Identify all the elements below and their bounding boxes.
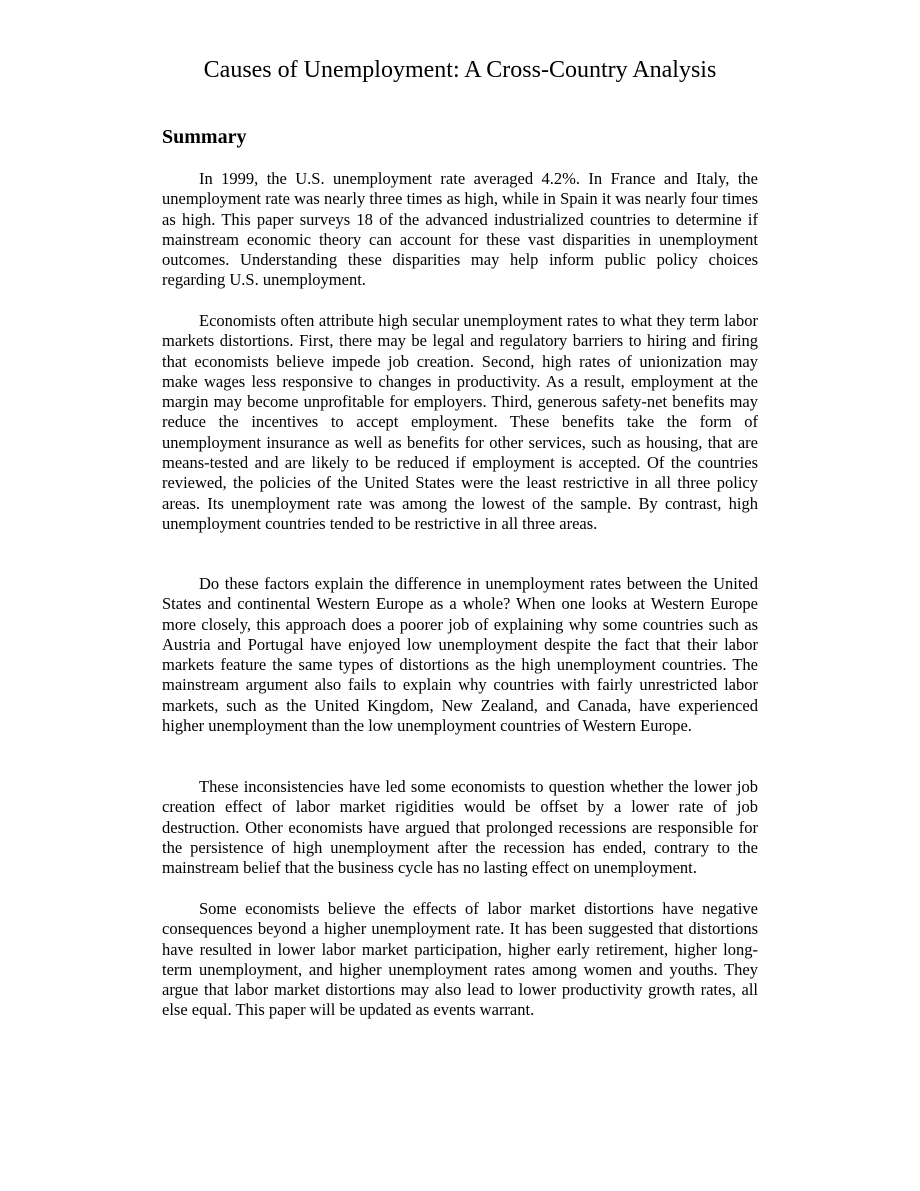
section-heading-summary: Summary bbox=[162, 126, 247, 148]
summary-paragraph-4: These inconsistencies have led some economists to question whether the lower job creation effect of labor market rigidities would be offset by a lower rate of job destruction. Other economists have argued that prolonged recessions are responsible for the persistence of high unemployment after the recession has ended, contrary to the mainstream belief that the business cycle has no lasting effect on unemployment. bbox=[162, 777, 758, 878]
summary-paragraph-3: Do these factors explain the difference in unemployment rates between the United States and continental Western Europe as a whole? When one looks at Western Europe more closely, this approach does a poorer job of explaining why some countries such as Austria and Portugal have enjoyed low unemployment despite the fact that their labor markets feature the same types of distortions as the high unemployment countries. The mainstream argument also fails to explain why countries with fairly unrestricted labor markets, such as the United Kingdom, New Zealand, and Canada, have experienced higher unemployment than the low unemployment countries of Western Europe. bbox=[162, 574, 758, 736]
summary-paragraph-5: Some economists believe the effects of labor market distortions have negative consequences beyond a higher unemployment rate. It has been suggested that distortions have resulted in lower labor market participation, higher early retirement, higher long-term unemployment, and higher unemployment rates among women and youths. They argue that labor market distortions may also lead to lower productivity growth rates, all else equal. This paper will be updated as events warrant. bbox=[162, 899, 758, 1020]
document-title: Causes of Unemployment: A Cross-Country Analysis bbox=[203, 57, 717, 83]
summary-paragraph-1: In 1999, the U.S. unemployment rate averaged 4.2%. In France and Italy, the unemployment rate was nearly three times as high, while in Spain it was nearly four times as high. This paper surveys 18 of the advanced industrialized countries to determine if mainstream economic theory can account for these vast disparities in unemployment outcomes. Understanding these disparities may help inform public policy choices regarding U.S. unemployment. bbox=[162, 169, 758, 290]
summary-paragraph-2: Economists often attribute high secular unemployment rates to what they term labor markets distortions. First, there may be legal and regulatory barriers to hiring and firing that economists believe impede job creation. Second, high rates of unionization may make wages less responsive to changes in productivity. As a result, employment at the margin may become unprofitable for employers. Third, generous safety-net benefits may reduce the incentives to accept employment. These benefits take the form of unemployment insurance as well as benefits for other services, such as housing, that are means-tested and are likely to be reduced if employment is accepted. Of the countries reviewed, the policies of the United States were the least restrictive in all three policy areas. Its unemployment rate was among the lowest of the sample. By contrast, high unemployment countries tended to be restrictive in all three areas. bbox=[162, 311, 758, 533]
